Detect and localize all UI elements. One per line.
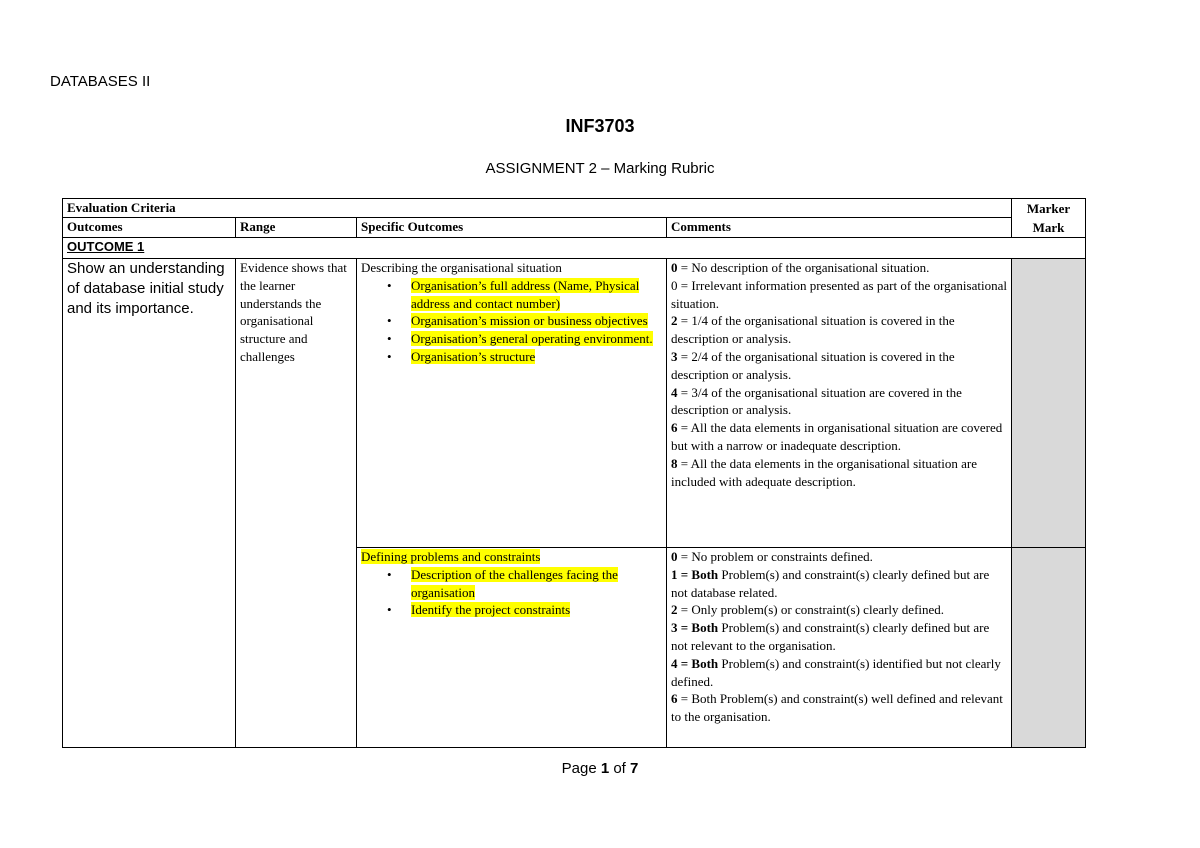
specific-outcome-cell <box>357 548 667 748</box>
comment-line: 6 = All the data elements in organisational situation are covered but with a narrow or inadequate description. <box>671 420 1003 453</box>
comment-line: 4 = Both Problem(s) and constraint(s) identified but not clearly defined. <box>671 655 1001 689</box>
list-item <box>411 348 662 366</box>
marking-rubric-table <box>62 198 1086 748</box>
marker-mark-header: Marker Mark <box>1012 199 1086 238</box>
range-description: Evidence shows that the learner understands the organisational structure and challenges <box>236 259 357 748</box>
course-name: DATABASES II <box>50 73 151 90</box>
specific-outcome-title: Describing the organisational situation <box>361 260 562 275</box>
specific-outcome-list <box>361 566 662 619</box>
specific-outcome-cell <box>357 259 667 548</box>
list-item <box>411 312 662 330</box>
highlighted-text: Organisation’s general operating environment. <box>411 331 653 347</box>
comment-line: 4 = 3/4 of the organisational situation are covered in the description or analysis. <box>671 384 962 418</box>
comment-line: 6 = Both Problem(s) and constraint(s) well defined and relevant to the organisation. <box>671 691 1003 725</box>
comment-line: 0 = No description of the organisational situation. <box>671 260 930 275</box>
highlighted-text: Organisation’s full address (Name, Physical address and contact number) <box>411 277 640 311</box>
list-item <box>411 601 662 619</box>
comment-line: 2 = 1/4 of the organisational situation is covered in the description or analysis. <box>671 313 955 347</box>
highlighted-text: Identify the project constraints <box>411 602 571 618</box>
specific-outcomes-column-header: Specific Outcomes <box>357 218 667 238</box>
document-code: INF3703 <box>565 116 635 136</box>
total-pages: 7 <box>630 760 639 777</box>
comment-line: 8 = All the data elements in the organisational situation are included with adequate description. <box>671 455 978 489</box>
comments-cell <box>667 548 1012 748</box>
document-title: ASSIGNMENT 2 – Marking Rubric <box>485 160 715 177</box>
comment-line: 0 = No problem or constraints defined. <box>671 549 873 564</box>
comments-column-header: Comments <box>667 218 1012 238</box>
comment-line: 3 = 2/4 of the organisational situation is covered in the description or analysis. <box>671 348 955 382</box>
outcome-heading: OUTCOME 1 <box>63 238 1086 259</box>
highlighted-text: Organisation’s mission or business objectives <box>411 313 648 329</box>
page-footer: Page 1 of 7 <box>561 760 639 777</box>
specific-outcome-title: Defining problems and constraints <box>361 549 541 564</box>
comment-line: 0 = Irrelevant information presented as part of the organisational situation. <box>671 277 1007 311</box>
evaluation-criteria-header: Evaluation Criteria <box>63 199 1012 218</box>
list-item <box>411 277 662 313</box>
outcomes-column-header: Outcomes <box>63 218 236 238</box>
highlighted-text: Description of the challenges facing the organisation <box>411 566 618 600</box>
comments-cell <box>667 259 1012 548</box>
specific-outcome-list <box>361 277 662 366</box>
comment-line: 2 = Only problem(s) or constraint(s) clearly defined. <box>671 602 945 618</box>
comment-line: 3 = Both Problem(s) and constraint(s) clearly defined but are not relevant to the organisation. <box>671 620 990 653</box>
list-item <box>411 330 662 348</box>
highlighted-text: Organisation’s structure <box>411 348 536 364</box>
comment-line: 1 = Both Problem(s) and constraint(s) clearly defined but are not database related. <box>671 566 990 600</box>
range-column-header: Range <box>236 218 357 238</box>
list-item <box>411 566 662 602</box>
marker-mark-cell[interactable] <box>1012 259 1086 548</box>
marker-mark-cell[interactable] <box>1012 548 1086 748</box>
current-page: 1 <box>600 760 610 777</box>
outcome-description: Show an understanding of database initial study and its importance. <box>63 259 236 748</box>
